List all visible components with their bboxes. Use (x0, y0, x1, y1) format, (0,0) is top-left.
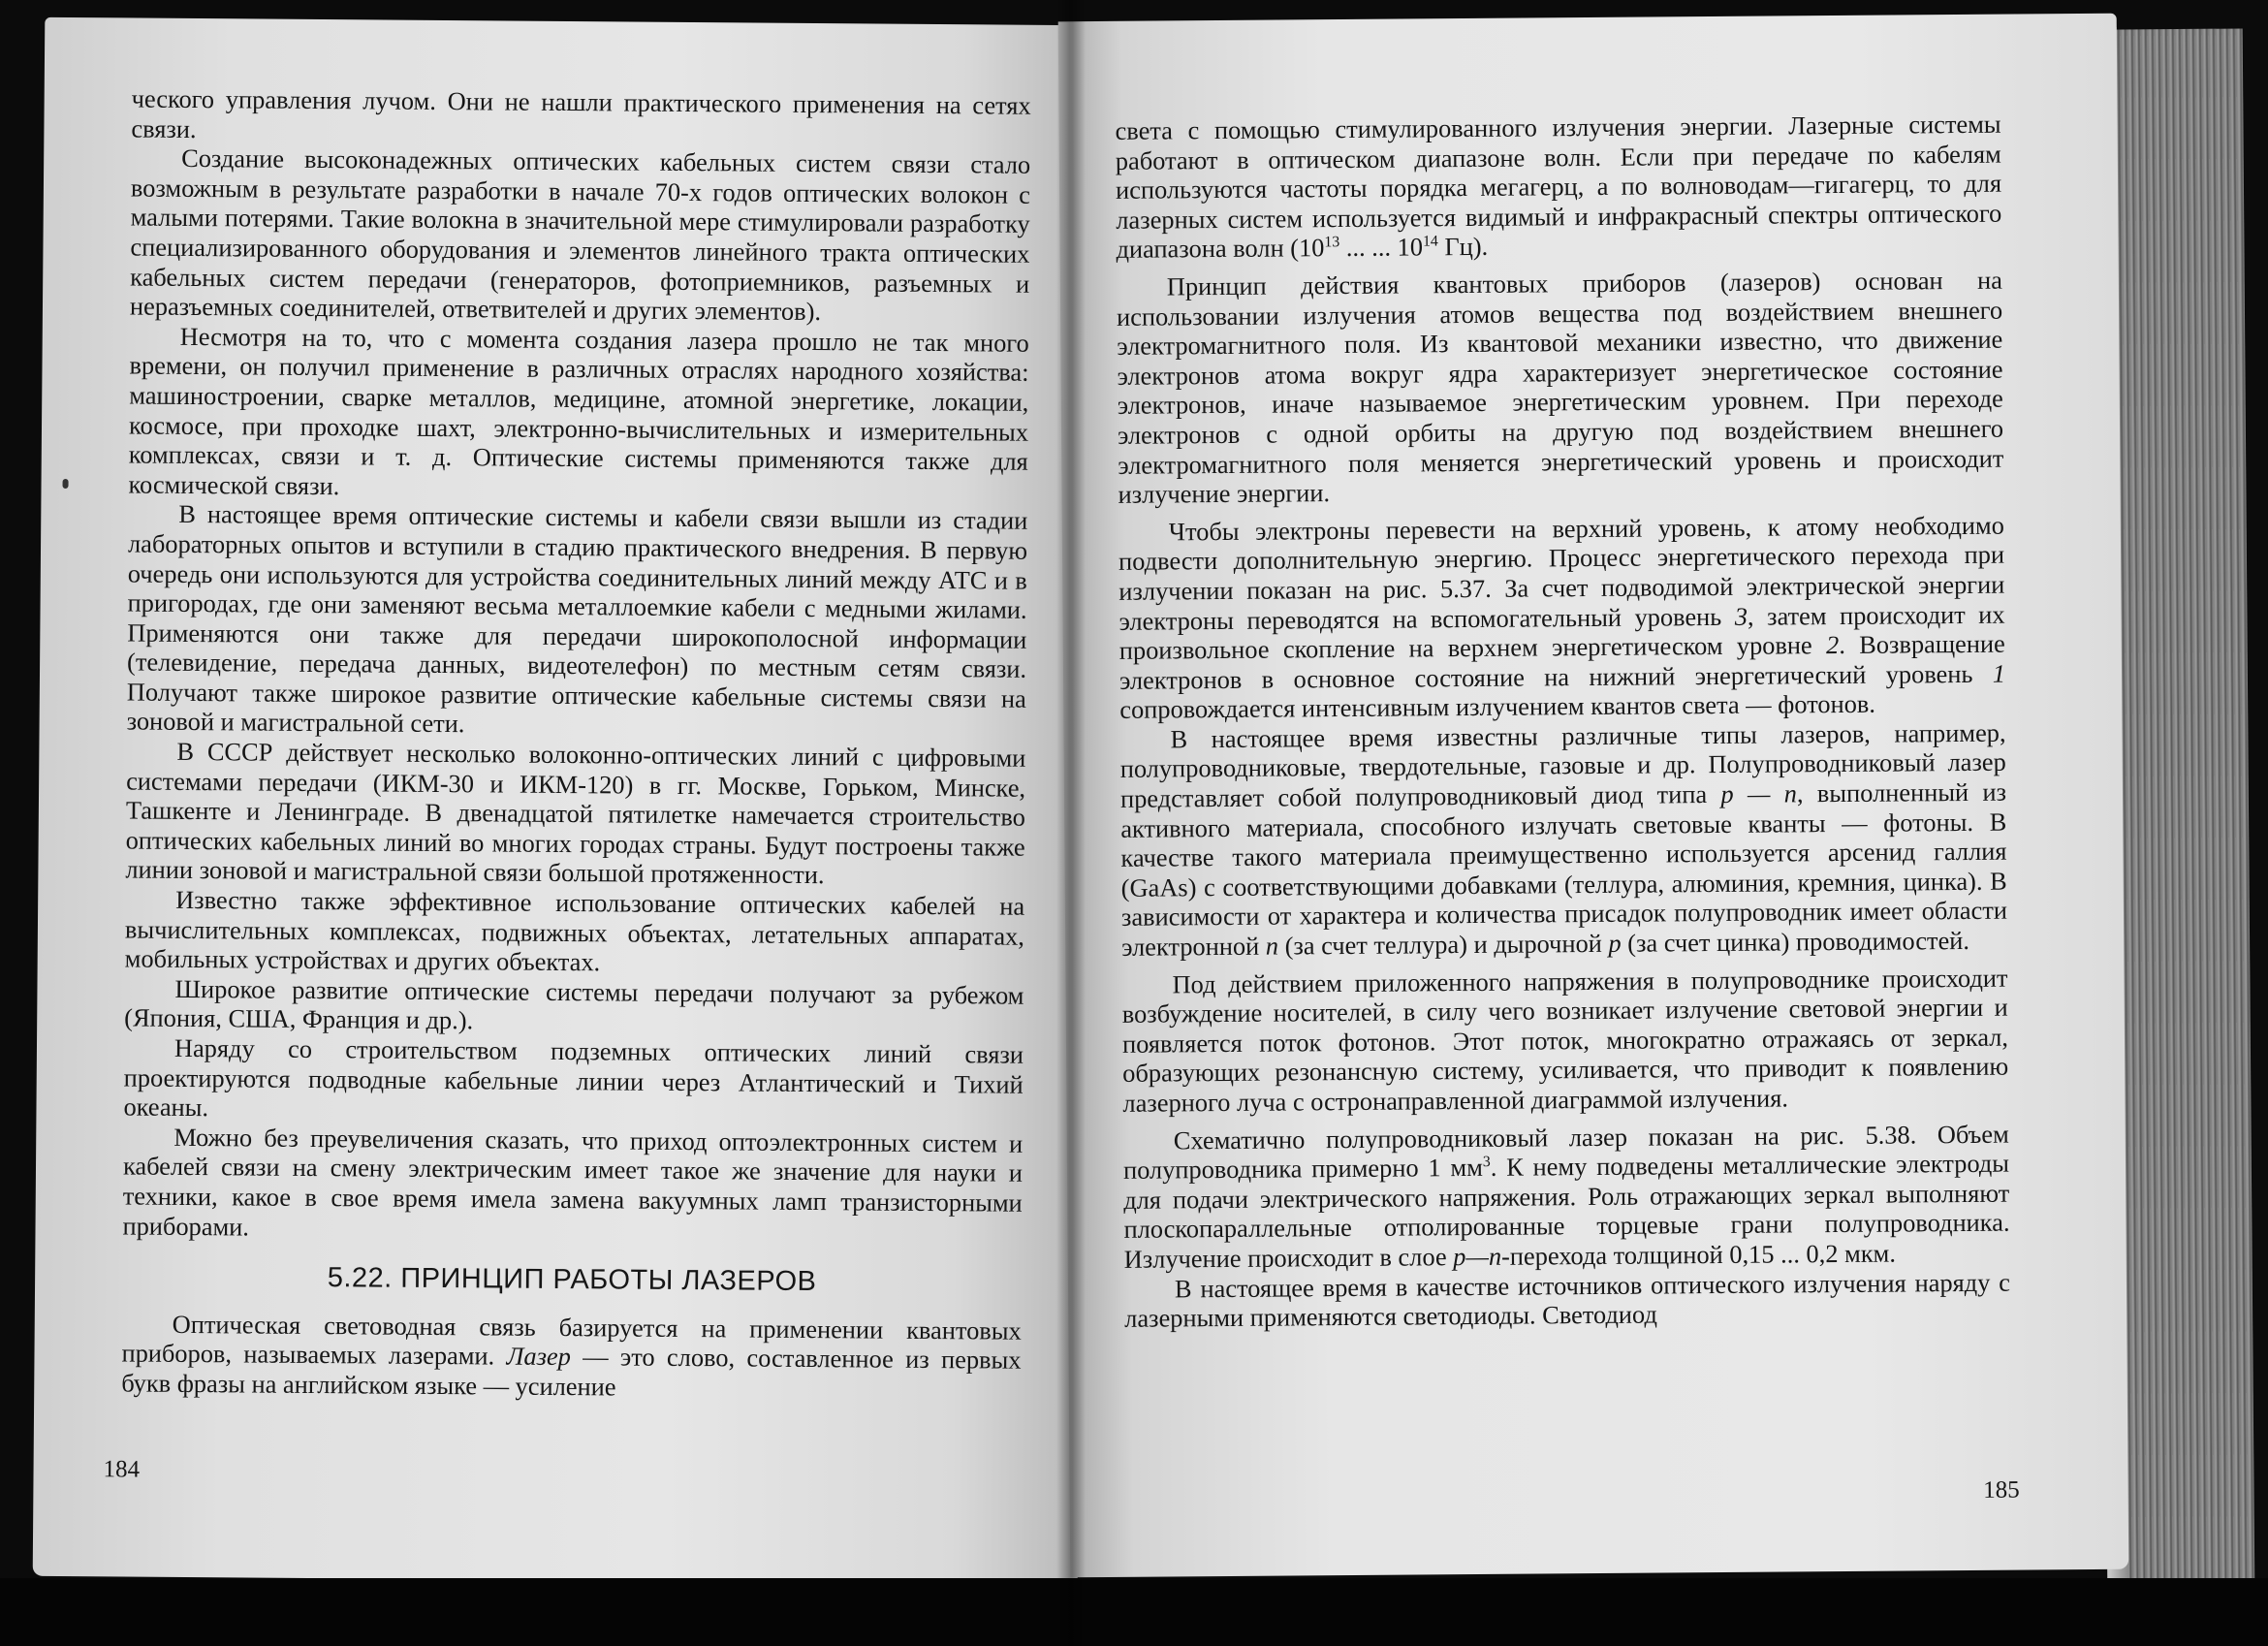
left-paragraph-1: ческого управления лучом. Они не нашли практического применения на сетях связи. (131, 83, 1031, 143)
rp4-c: (за счет теллура) и дырочной (1277, 928, 1609, 961)
left-paragraph-8: Наряду со строительством подземных оптических линий связи проектируются подводные кабельные линии через Атлантический и Тихий океаны. (123, 1032, 1024, 1123)
rp3-i1: 3 (1734, 601, 1748, 631)
right-paragraph-1 (1115, 110, 2001, 265)
rp4-i2: п (1265, 931, 1279, 961)
left-paragraph-3: Несмотря на то, что с момента создания лазера прошло не так много времени, он получил применение в различных отраслях народного хозяйства: машиностроении, сварке металлов, медицине, атомной энергетике, локации, космосе, при проходке шахт, электронно-вычислительных и измерительных комплексах, связи и т. д. Оптические системы применяются также для космической связи. (128, 321, 1029, 500)
left-page-text (121, 83, 1031, 1405)
rp4-b: , выполненный из активного материала, способного излучать световые кванты — фотоны. В качестве такого материала преимущественно используется арсенид галлия (GaAs) с соответствующими добавками (теллура, алюминия, кремния, цинка). В зависимости от характера и количества присадок полупроводник имеет области электронной (1120, 776, 2008, 962)
left-paragraph-9: Можно без преувеличения сказать, что приход оптоэлектронных систем и кабелей связи на смену электрическим имеет такое же значение для науки и техники, какое в свое время имела замена вакуумных ламп транзисторными приборами. (122, 1122, 1024, 1242)
rp4-a: В настоящее время известны различные типы лазеров, например, полупроводниковые, твердотельные, газовые и др. Полупроводниковый лазер представляет собой полупроводниковый диод типа (1119, 717, 2006, 813)
rp6-c: -перехода толщиной 0,15 ... 0,2 мкм. (1500, 1238, 1896, 1271)
rp6-sup: 3 (1482, 1154, 1491, 1171)
right-paragraph-6 (1123, 1119, 2010, 1274)
rp6-b: . К нему подведены металлические электроды для подачи электрического напряжения. Роль отражающих зеркал выполняют плоскопараллельные отполированные торцевые грани полупроводника. Излучение происходит в слое (1123, 1148, 2010, 1274)
left-paragraph-10 (121, 1309, 1022, 1405)
rp4-i3: р (1608, 928, 1622, 958)
page-number-left: 184 (103, 1456, 141, 1483)
right-paragraph-5: Под действием приложенного напряжения в полупроводнике происходит возбуждение носителей, в силу чего возникает излучение световой энергии и появляется поток фотонов. Этот поток, многократно отражаясь от зеркал, образующих резонансную систему, усиливается, что приводит к появлению лазерного луча с остронаправленной диаграммой излучения. (1121, 963, 2009, 1118)
bottom-shadow (0, 1578, 2268, 1646)
left-paragraph-5: В СССР действует несколько волоконно-оптических линий с цифровыми системами передачи (ИКМ-30 и ИКМ-120) в гг. Москве, Горьком, Минске, Ташкенте и Ленинграде. В двенадцатой пятилетке намечается строительство оптических кабельных линий во многих городах страны. Будут построены также линии зоновой и магистральной связи большой протяженности. (125, 736, 1026, 890)
right-paragraph-4 (1119, 718, 2007, 963)
rp3-i2: 2 (1825, 630, 1840, 660)
section-heading: 5.22. ПРИНЦИП РАБОТЫ ЛАЗЕРОВ (327, 1262, 817, 1298)
rp4-d: (за счет цинка) проводимостей. (1621, 925, 1970, 958)
rp6-a: Схематично полупроводниковый лазер показан на рис. 5.38. Объем полупроводника примерно 1 мм (1122, 1119, 2009, 1186)
left-paragraph-6: Известно также эффективное использование оптических кабелей на вычислительных комплексах, подвижных объектах, летательных аппаратах, мобильных устройствах и других объектах. (124, 884, 1025, 977)
rp3-d: сопровождается интенсивным излучением квантов света — фотонов. (1119, 688, 1876, 725)
rp1-a: света с помощью стимулированного излучения энергии. Лазерные системы работают в оптическом диапазоне волн. Если при передаче по кабелям используются частоты порядка мегагерц, а по волноводам—гигагерц, то для лазерных систем используется видимый и инфракрасный спектры оптического диапазона волн (10 (1115, 109, 2002, 265)
left-paragraph-2: Создание высоконадежных оптических кабельных систем связи стало возможным в результате разработки в начале 70-х годов оптических волокон с малыми потерями. Такие волокна в значительной мере стимулировали разработку специализированного оборудования и элементов линейного тракта оптических кабельных систем передачи (генераторов, фотоприемников, разъемных и неразъемных соединителей, ответвителей и других элементов). (129, 143, 1031, 327)
rp3-b: , затем происходит их произвольное скопление на верхнем энергетическом уровне (1118, 599, 2005, 665)
right-page (1058, 14, 2129, 1578)
rp3-a: Чтобы электроны перевести на верхний уровень, к атому необходимо подвести дополнительную энергию. Процесс энергетического перехода при излучении показан на рис. 5.37. За счет подводимой электрической энергии электроны переводятся на вспомогательный уровень (1118, 510, 2005, 636)
rp6-i1: р—п (1453, 1241, 1502, 1272)
page-number-right: 185 (1983, 1476, 2020, 1504)
left-page (33, 17, 1090, 1584)
rp3-c: . Возвращение электронов в основное состояние на нижний энергетический уровень (1118, 628, 2005, 695)
right-paragraph-2: Принцип действия квантовых приборов (лазеров) основан на использовании излучения атомов вещества под воздействием внешнего электромагнитного поля. Из квантовой механики известно, что движение электронов атома вокруг ядра характеризует энергетическое состояние электронов, иначе называемое энергетическим уровнем. При переходе электронов с одной орбиты на другую под воздействием внешнего электромагнитного поля меняется энергетический уровень и происходит излучение энергии. (1116, 265, 2004, 509)
right-paragraph-3 (1118, 510, 2006, 724)
book-gutter (1056, 0, 1086, 1646)
lp10-a: Оптическая световодная связь базируется на применении квантовых приборов, называемых лазерами. (121, 1309, 1022, 1371)
rp3-i3: 1 (1992, 658, 2006, 688)
rp1-c: Гц). (1437, 232, 1489, 262)
rp1-sup2: 14 (1422, 233, 1438, 250)
right-paragraph-7: В настоящее время в качестве источников оптического излучения наряду с лазерными применяются светодиоды. Светодиод (1124, 1267, 2011, 1333)
left-paragraph-4: В настоящее время оптические системы и кабели связи вышли из стадии лабораторных опытов и вступили в стадию практического внедрения. В первую очередь они используются для устройства соединительных линий между АТС и в пригородах, где они заменяют весьма металлоемкие кабели с медными жилами. Применяются они также для передачи широкополосной информации (телевидение, передача данных, видеотелефон) по местным сетям связи. Получают также широкое развитие оптические кабельные системы связи на зоновой и магистральной сети. (126, 499, 1028, 739)
lp10-b: — это слово, составленное из первых букв фразы на английском языке — усиление (121, 1342, 1022, 1402)
margin-mark (63, 479, 69, 489)
rp1-b: ... ... 10 (1339, 232, 1424, 263)
page-edges (2107, 28, 2255, 1585)
left-paragraph-7: Широкое развитие оптические системы передачи получают за рубежом (Япония, США, Франция и др.). (124, 973, 1024, 1035)
rp4-i1: р — п (1720, 778, 1798, 809)
right-page-text (1115, 110, 2010, 1334)
rp1-sup1: 13 (1324, 234, 1340, 251)
lp10-italic: Лазер (506, 1341, 571, 1372)
